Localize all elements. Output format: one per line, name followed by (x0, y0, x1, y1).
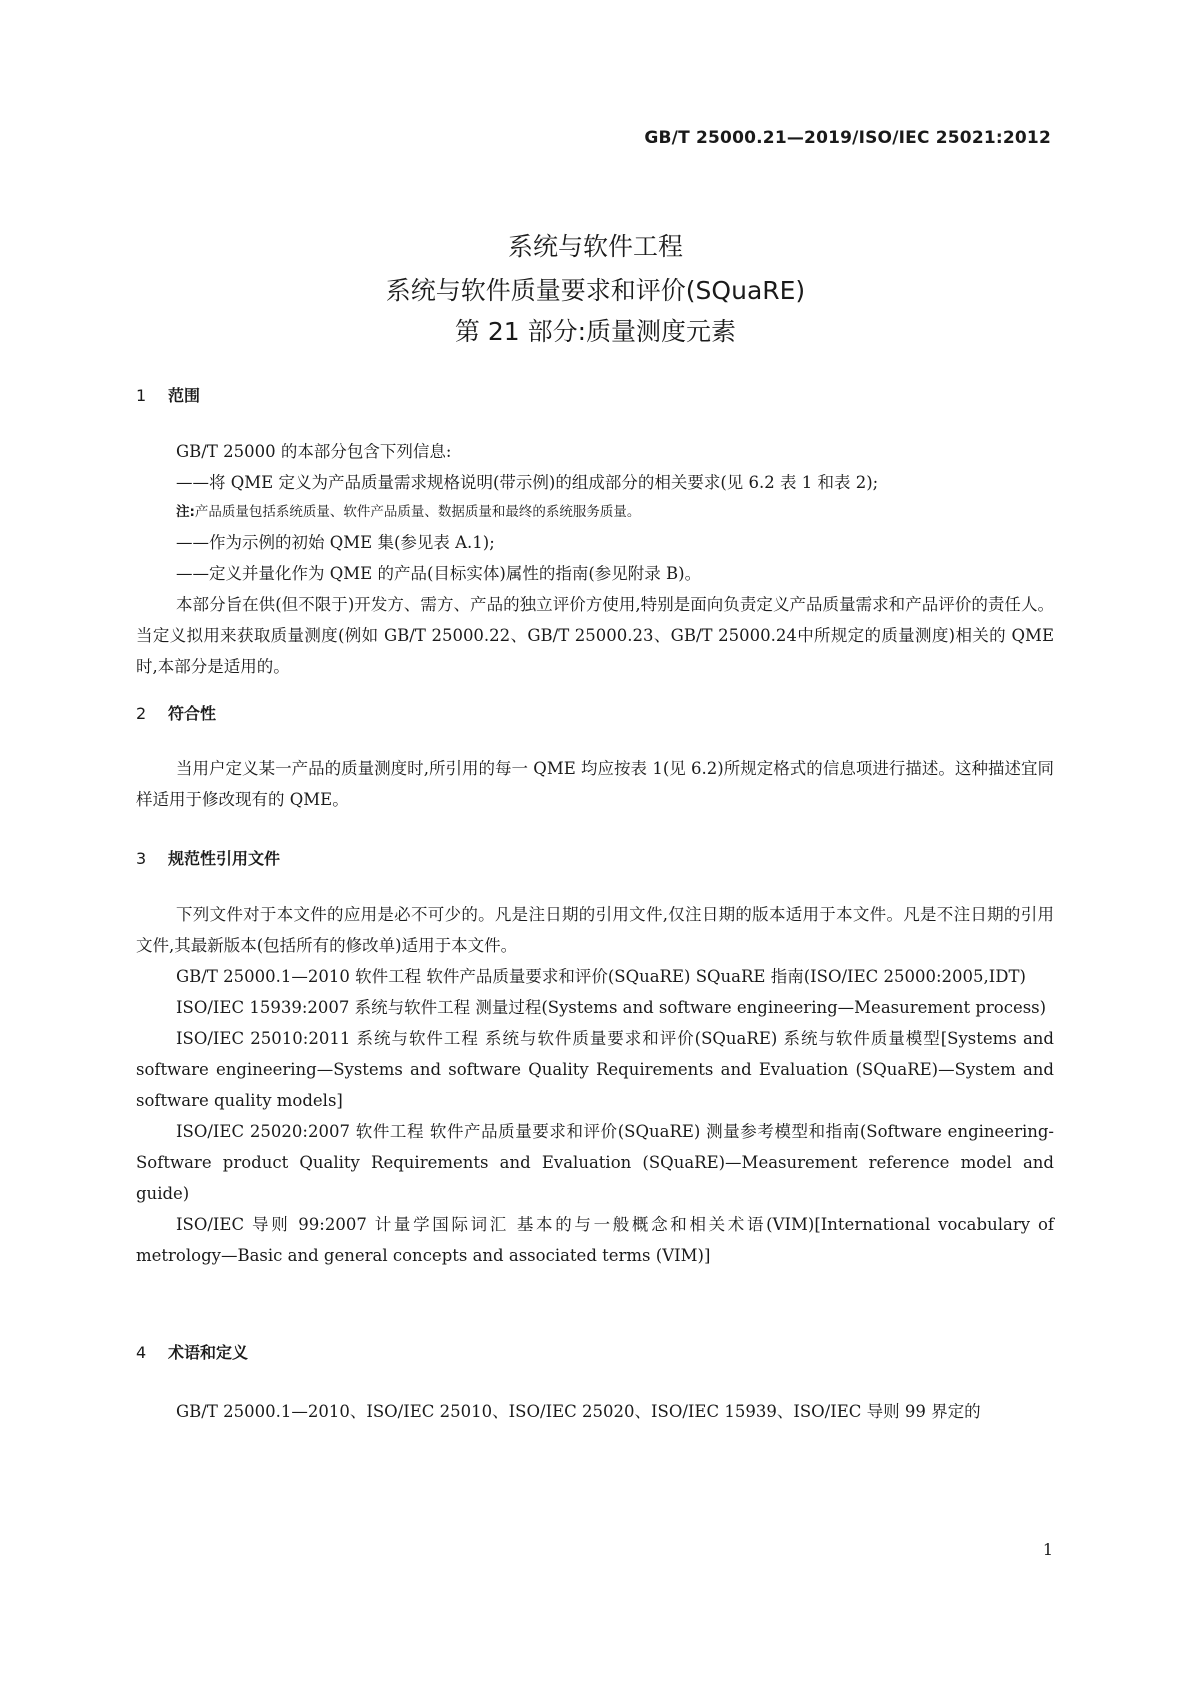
paragraph: 下列文件对于本文件的应用是必不可少的。凡是注日期的引用文件,仅注日期的版本适用于本文件。凡是不注日期的引用文件,其最新版本(包括所有的修改单)适用于本文件。 (136, 905, 1054, 955)
section-2-heading (136, 701, 216, 724)
section-title: 规范性引用文件 (168, 849, 281, 868)
title-line-2: 系统与软件质量要求和评价(SQuaRE) (385, 276, 806, 305)
paragraph: GB/T 25000.1—2010、ISO/IEC 25010、ISO/IEC 25020、ISO/IEC 15939、ISO/IEC 导则 99 界定的 (176, 1402, 981, 1421)
title-line-1: 系统与软件工程 (507, 232, 683, 261)
standard-number: GB/T 25000.21—2019/ISO/IEC 25021:2012 (644, 128, 1051, 148)
section-3-heading (136, 846, 280, 869)
section-number: 1 (136, 386, 147, 405)
reference-item: ISO/IEC 15939:2007 系统与软件工程 测量过程(Systems and software engineering—Measurement process) (176, 998, 1047, 1017)
note (136, 498, 1054, 527)
section-1-heading (136, 383, 200, 406)
section-3-body (136, 899, 1054, 1271)
list-item: ——作为示例的初始 QME 集(参见表 A.1); (176, 533, 495, 552)
section-1-body (136, 436, 1054, 682)
title-line-3: 第 21 部分:质量测度元素 (454, 317, 737, 346)
section-2-body (136, 753, 1054, 815)
page-number: 1 (1042, 1540, 1053, 1559)
reference-item: ISO/IEC 25020:2007 软件工程 软件产品质量要求和评价(SQuaRE) 测量参考模型和指南(Software engineering-Software product Quality Requirements and Evaluation (SQuaRE)—Measurement reference model and guide) (136, 1122, 1054, 1203)
paragraph: 当用户定义某一产品的质量测度时,所引用的每一 QME 均应按表 1(见 6.2)所规定格式的信息项进行描述。这种描述宜同样适用于修改现有的 QME。 (136, 759, 1054, 809)
note-text: 产品质量包括系统质量、软件产品质量、数据质量和最终的系统服务质量。 (194, 504, 641, 520)
paragraph: GB/T 25000 的本部分包含下列信息: (176, 442, 452, 461)
section-title: 术语和定义 (168, 1343, 249, 1362)
note-label: 注: (176, 504, 195, 520)
section-4-body (136, 1396, 1054, 1427)
reference-item: ISO/IEC 导则 99:2007 计量学国际词汇 基本的与一般概念和相关术语(VIM)[International vocabulary of metrology—Basic and general concepts and associated terms (VIM)] (136, 1215, 1054, 1265)
reference-item: ISO/IEC 25010:2011 系统与软件工程 系统与软件质量要求和评价(SQuaRE) 系统与软件质量模型[Systems and software engineering—Systems and software Quality Requirements and Evaluation (SQuaRE)—System and software quality models] (136, 1029, 1054, 1110)
list-item: ——定义并量化作为 QME 的产品(目标实体)属性的指南(参见附录 B)。 (176, 564, 702, 583)
section-title: 符合性 (168, 704, 217, 723)
list-item: ——将 QME 定义为产品质量需求规格说明(带示例)的组成部分的相关要求(见 6.2 表 1 和表 2); (176, 473, 879, 492)
reference-item: GB/T 25000.1—2010 软件工程 软件产品质量要求和评价(SQuaRE) SQuaRE 指南(ISO/IEC 25000:2005,IDT) (176, 967, 1026, 986)
section-number: 4 (136, 1343, 147, 1362)
section-number: 2 (136, 704, 147, 723)
section-number: 3 (136, 849, 147, 868)
section-4-heading (136, 1340, 248, 1363)
section-title: 范围 (168, 386, 201, 405)
paragraph: 本部分旨在供(但不限于)开发方、需方、产品的独立评价方使用,特别是面向负责定义产品质量需求和产品评价的责任人。当定义拟用来获取质量测度(例如 GB/T 25000.22、GB/T 25000.23、GB/T 25000.24中所规定的质量测度)相关的 QME 时,本部分是适用的。 (136, 595, 1054, 676)
